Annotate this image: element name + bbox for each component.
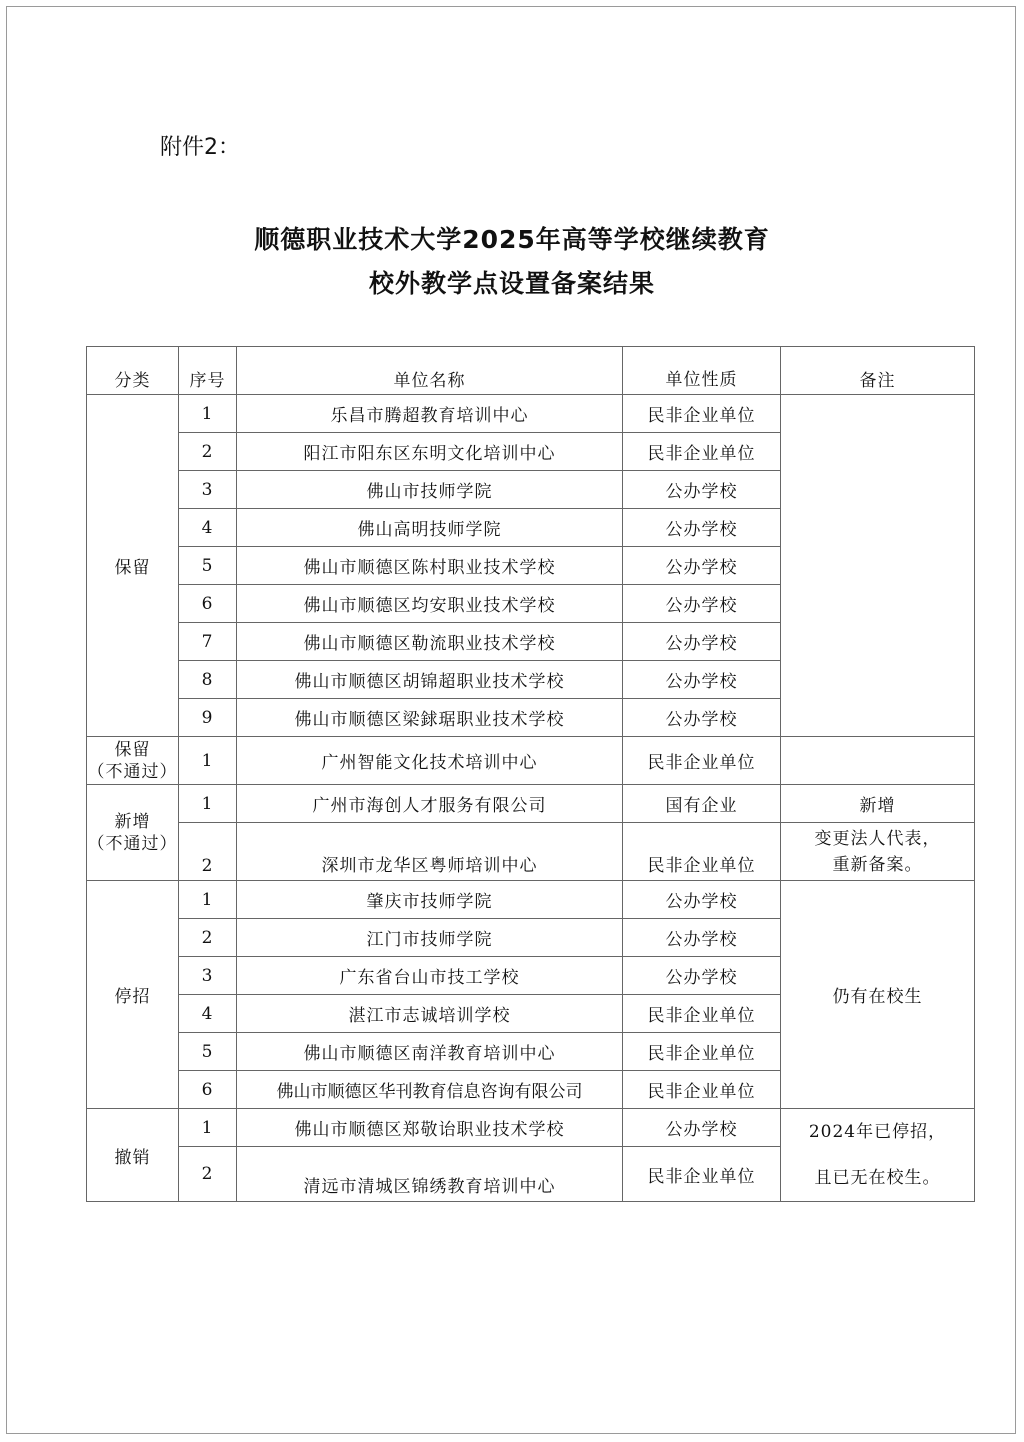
row-number: 6 <box>179 585 237 623</box>
category-cell <box>87 785 179 881</box>
unit-type: 公办学校 <box>623 1109 781 1147</box>
category-cell: 保留 <box>87 395 179 737</box>
unit-name: 江门市技师学院 <box>237 919 623 957</box>
category-cell <box>87 737 179 785</box>
unit-name: 佛山市顺德区胡锦超职业技术学校 <box>237 661 623 699</box>
unit-name: 湛江市志诚培训学校 <box>237 995 623 1033</box>
unit-name: 佛山市顺德区郑敬诒职业技术学校 <box>237 1109 623 1147</box>
row-number: 5 <box>179 1033 237 1071</box>
unit-type: 公办学校 <box>623 699 781 737</box>
row-number: 4 <box>179 509 237 547</box>
unit-type: 民非企业单位 <box>623 737 781 785</box>
remarks-cell: 新增 <box>781 785 975 823</box>
unit-name: 佛山市顺德区南洋教育培训中心 <box>237 1033 623 1071</box>
unit-type: 公办学校 <box>623 585 781 623</box>
unit-name: 广州智能文化技术培训中心 <box>237 737 623 785</box>
document-title-line1: 顺德职业技术大学2025年高等学校继续教育 <box>254 225 770 254</box>
unit-type: 公办学校 <box>623 919 781 957</box>
unit-type: 公办学校 <box>623 509 781 547</box>
remarks-line2: 重新备案。 <box>832 854 923 875</box>
row-number: 3 <box>179 471 237 509</box>
row-number: 1 <box>179 1109 237 1147</box>
unit-name: 佛山市顺德区均安职业技术学校 <box>237 585 623 623</box>
row-number: 1 <box>179 881 237 919</box>
table-header-row <box>87 347 975 395</box>
unit-name: 佛山市顺德区陈村职业技术学校 <box>237 547 623 585</box>
unit-name: 广东省台山市技工学校 <box>237 957 623 995</box>
row-number: 1 <box>179 737 237 785</box>
row-number: 2 <box>179 1147 237 1202</box>
attachment-label: 附件2： <box>160 135 240 160</box>
remarks-line1: 变更法人代表， <box>814 828 941 849</box>
unit-type: 公办学校 <box>623 661 781 699</box>
row-number: 1 <box>179 395 237 433</box>
table-row <box>87 737 975 785</box>
row-number: 1 <box>179 785 237 823</box>
row-number: 7 <box>179 623 237 661</box>
row-number: 6 <box>179 1071 237 1109</box>
unit-type: 民非企业单位 <box>623 823 781 881</box>
category-line2: （不通过） <box>87 833 178 854</box>
row-number: 4 <box>179 995 237 1033</box>
table-row <box>87 1109 975 1147</box>
unit-name: 佛山市顺德区梁銶琚职业技术学校 <box>237 699 623 737</box>
category-cell: 撤销 <box>87 1109 179 1202</box>
header-remarks: 备注 <box>781 347 975 395</box>
unit-type: 民非企业单位 <box>623 1033 781 1071</box>
unit-type: 国有企业 <box>623 785 781 823</box>
unit-type: 民非企业单位 <box>623 433 781 471</box>
unit-type: 公办学校 <box>623 881 781 919</box>
unit-name: 广州市海创人才服务有限公司 <box>237 785 623 823</box>
remarks-cell <box>781 1109 975 1202</box>
document-title-line2: 校外教学点设置备案结果 <box>368 269 655 298</box>
header-unit-name: 单位名称 <box>237 347 623 395</box>
category-line1: 新增 <box>114 811 151 832</box>
unit-type: 公办学校 <box>623 471 781 509</box>
row-number: 2 <box>179 823 237 881</box>
unit-name: 清远市清城区锦绣教育培训中心 <box>237 1147 623 1202</box>
unit-name: 阳江市阳东区东明文化培训中心 <box>237 433 623 471</box>
category-line2: （不通过） <box>87 761 178 782</box>
table-row <box>87 785 975 823</box>
table-row <box>87 881 975 919</box>
unit-type: 公办学校 <box>623 623 781 661</box>
row-number: 5 <box>179 547 237 585</box>
filing-results-table <box>86 346 975 1202</box>
unit-name: 肇庆市技师学院 <box>237 881 623 919</box>
remarks-cell <box>781 395 975 737</box>
header-unit-type: 单位性质 <box>623 347 781 395</box>
unit-type: 公办学校 <box>623 547 781 585</box>
unit-type: 民非企业单位 <box>623 1147 781 1202</box>
unit-name: 佛山市顺德区华刊教育信息咨询有限公司 <box>237 1071 623 1109</box>
unit-name: 佛山市技师学院 <box>237 471 623 509</box>
table-row <box>87 395 975 433</box>
row-number: 2 <box>179 433 237 471</box>
unit-name: 佛山高明技师学院 <box>237 509 623 547</box>
category-cell: 停招 <box>87 881 179 1109</box>
unit-type: 民非企业单位 <box>623 1071 781 1109</box>
unit-name: 佛山市顺德区勒流职业技术学校 <box>237 623 623 661</box>
unit-name: 乐昌市腾超教育培训中心 <box>237 395 623 433</box>
row-number: 8 <box>179 661 237 699</box>
row-number: 3 <box>179 957 237 995</box>
table-row <box>87 823 975 881</box>
unit-type: 民非企业单位 <box>623 395 781 433</box>
header-number: 序号 <box>179 347 237 395</box>
remarks-cell: 仍有在校生 <box>781 881 975 1109</box>
category-line1: 保留 <box>114 739 151 760</box>
remarks-line1: 2024年已停招， <box>808 1122 947 1142</box>
row-number: 2 <box>179 919 237 957</box>
unit-type: 民非企业单位 <box>623 995 781 1033</box>
header-category: 分类 <box>87 347 179 395</box>
remarks-line2: 且已无在校生。 <box>814 1168 941 1188</box>
row-number: 9 <box>179 699 237 737</box>
unit-type: 公办学校 <box>623 957 781 995</box>
remarks-cell <box>781 737 975 785</box>
remarks-cell <box>781 823 975 881</box>
unit-name: 深圳市龙华区粤师培训中心 <box>237 823 623 881</box>
